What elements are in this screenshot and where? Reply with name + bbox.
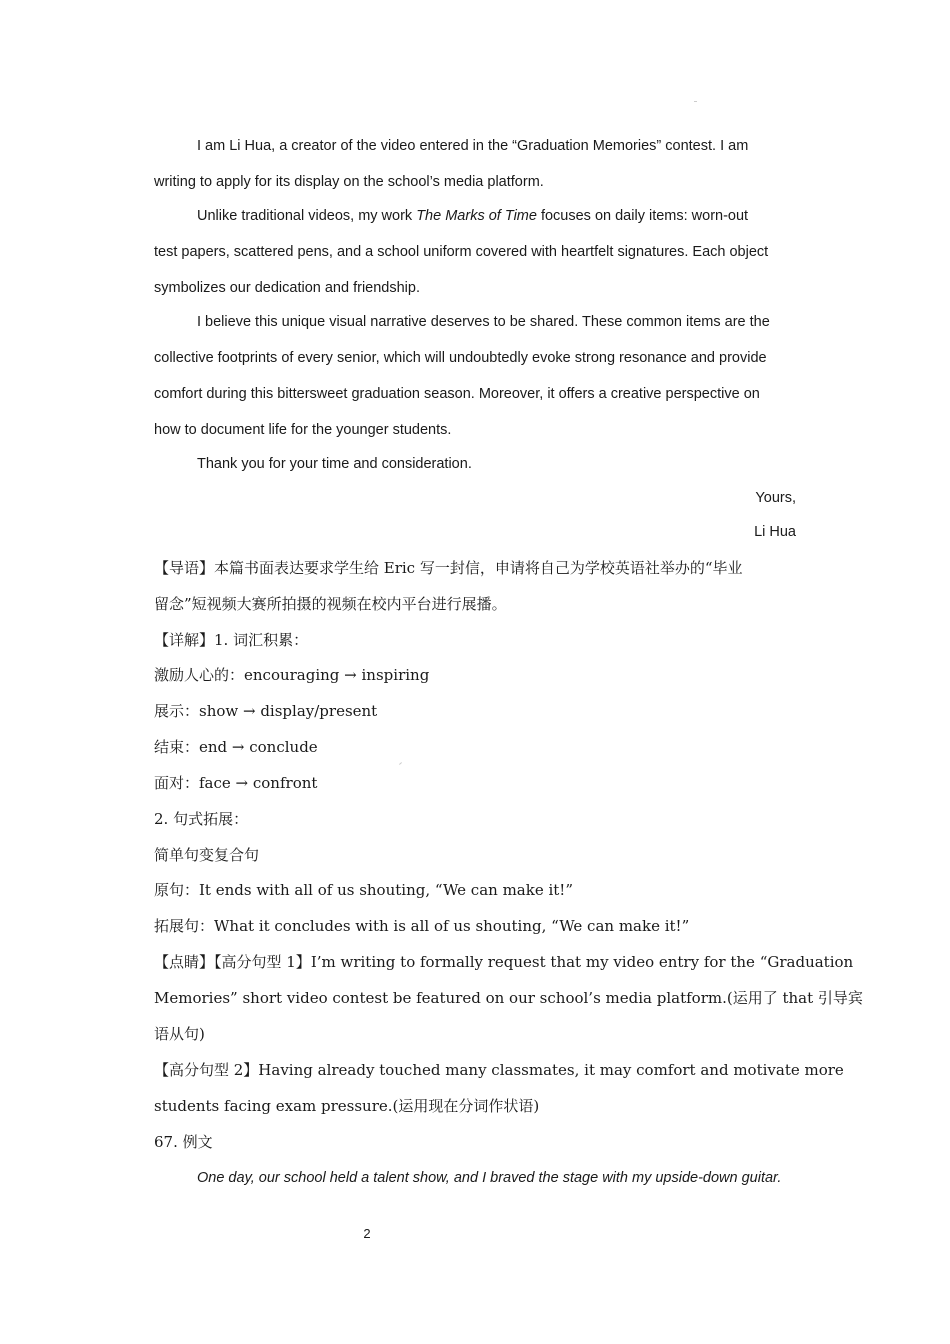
vocab-item: 结束：end → conclude [154, 738, 318, 756]
highlight-line-2: Memories” short video contest be featured on our school’s media platform.(运用了 that 引导宾 [154, 989, 863, 1007]
letter-paragraph-4: Thank you for your time and consideration. [197, 456, 472, 472]
scan-speck [694, 101, 697, 102]
highlight2-line-2: students facing exam pressure.(运用现在分词作状语) [154, 1097, 540, 1115]
question-67-heading: 67. 例文 [154, 1133, 213, 1151]
intro-line-1: 【导语】本篇书面表达要求学生给 Eric 写一封信，申请将自己为学校英语社举办的“毕业 [154, 559, 743, 577]
sentence-heading: 2. 句式拓展： [154, 810, 249, 828]
letter-paragraph-2-line-3: symbolizes our dedication and friendship. [154, 280, 420, 296]
highlight-line-3: 语从句) [154, 1025, 205, 1043]
letter-paragraph-3-line-4: how to document life for the younger students. [154, 422, 452, 438]
sample-essay-first-line: One day, our school held a talent show, and I braved the stage with my upside-down guitar. [197, 1170, 782, 1186]
vocab-item: 激励人心的：encouraging → inspiring [154, 666, 430, 684]
sentence-subheading: 简单句变复合句 [154, 846, 260, 864]
expanded-sentence: 拓展句：What it concludes with is all of us shouting, “We can make it!” [154, 917, 690, 935]
video-title: The Marks of Time [416, 208, 537, 224]
letter-paragraph-1-line-1: I am Li Hua, a creator of the video entered in the “Graduation Memories” contest. I am [197, 138, 749, 154]
letter-signature: Li Hua [754, 524, 796, 540]
page-number: 2 [363, 1226, 371, 1241]
letter-paragraph-2-line-1 [197, 206, 748, 226]
intro-line-2: 留念”短视频大赛所拍摄的视频在校内平台进行展播。 [154, 595, 507, 613]
letter-paragraph-3-line-3: comfort during this bittersweet graduation season. Moreover, it offers a creative perspective on [154, 386, 760, 402]
letter-paragraph-3-line-2: collective footprints of every senior, which will undoubtedly evoke strong resonance and provide [154, 350, 767, 366]
letter-paragraph-3-line-1: I believe this unique visual narrative deserves to be shared. These common items are the [197, 314, 770, 330]
text-segment: focuses on daily items: worn-out [536, 208, 749, 224]
text-segment: Unlike traditional videos, my work [197, 208, 417, 224]
detail-heading: 【详解】1. 词汇积累： [154, 631, 309, 649]
highlight-line-1: 【点睛】【高分句型 1】I’m writing to formally request that my video entry for the “Graduation [154, 953, 854, 971]
vocab-item: 展示：show → display/present [154, 702, 378, 720]
letter-paragraph-2-line-2: test papers, scattered pens, and a school uniform covered with heartfelt signatures. Each object [154, 244, 769, 260]
letter-paragraph-1-line-2: writing to apply for its display on the school’s media platform. [154, 174, 544, 190]
scan-speck [399, 762, 402, 765]
letter-closing: Yours, [755, 490, 796, 506]
highlight2-line-1: 【高分句型 2】Having already touched many classmates, it may comfort and motivate more [154, 1061, 844, 1079]
vocab-item: 面对：face → confront [154, 774, 318, 792]
original-sentence: 原句：It ends with all of us shouting, “We can make it!” [154, 881, 573, 899]
